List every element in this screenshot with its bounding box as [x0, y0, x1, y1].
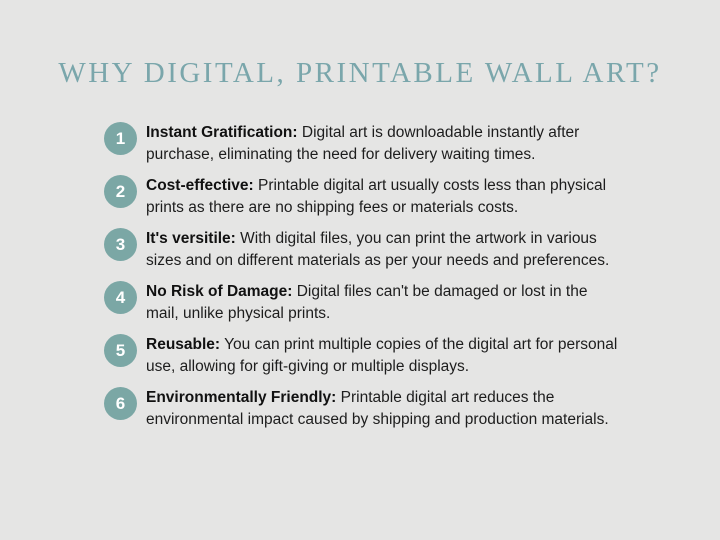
item-text — [146, 121, 623, 165]
item-description: Printable digital art reduces the environmental impact caused by shipping and production materials. — [146, 389, 609, 428]
list-item — [104, 386, 624, 430]
item-label: Instant Gratification: — [146, 124, 298, 141]
item-label: Reusable: — [146, 336, 221, 353]
list-item — [104, 121, 624, 165]
item-text — [146, 386, 623, 430]
list-item — [104, 333, 624, 377]
page-title: WHY DIGITAL, PRINTABLE WALL ART? — [58, 57, 662, 89]
item-number-badge: 6 — [104, 387, 137, 420]
item-text — [146, 227, 623, 271]
list-item — [104, 227, 624, 271]
item-description: With digital files, you can print the artwork in various sizes and on different materials as per your needs and preferences. — [146, 230, 610, 269]
item-description: Printable digital art usually costs less than physical prints as there are no shipping fees or materials costs. — [146, 177, 607, 216]
item-text — [146, 174, 623, 218]
item-label: Environmentally Friendly: — [146, 389, 337, 406]
item-number-badge: 2 — [104, 175, 137, 208]
item-description: Digital art is downloadable instantly after purchase, eliminating the need for delivery waiting times. — [146, 124, 580, 163]
item-number-badge: 4 — [104, 281, 137, 314]
item-text — [146, 333, 623, 377]
item-description: Digital files can't be damaged or lost in the mail, unlike physical prints. — [146, 283, 588, 322]
item-description: You can print multiple copies of the digital art for personal use, allowing for gift-giving or multiple displays. — [146, 336, 618, 375]
item-number-badge: 3 — [104, 228, 137, 261]
item-text — [146, 280, 623, 324]
item-label: Cost-effective: — [146, 177, 254, 194]
item-label: It's versitile: — [146, 230, 236, 247]
item-number-badge: 5 — [104, 334, 137, 367]
item-number-badge: 1 — [104, 122, 137, 155]
list-item — [104, 174, 624, 218]
list-item — [104, 280, 624, 324]
benefits-list — [104, 121, 624, 430]
item-label: No Risk of Damage: — [146, 283, 293, 300]
